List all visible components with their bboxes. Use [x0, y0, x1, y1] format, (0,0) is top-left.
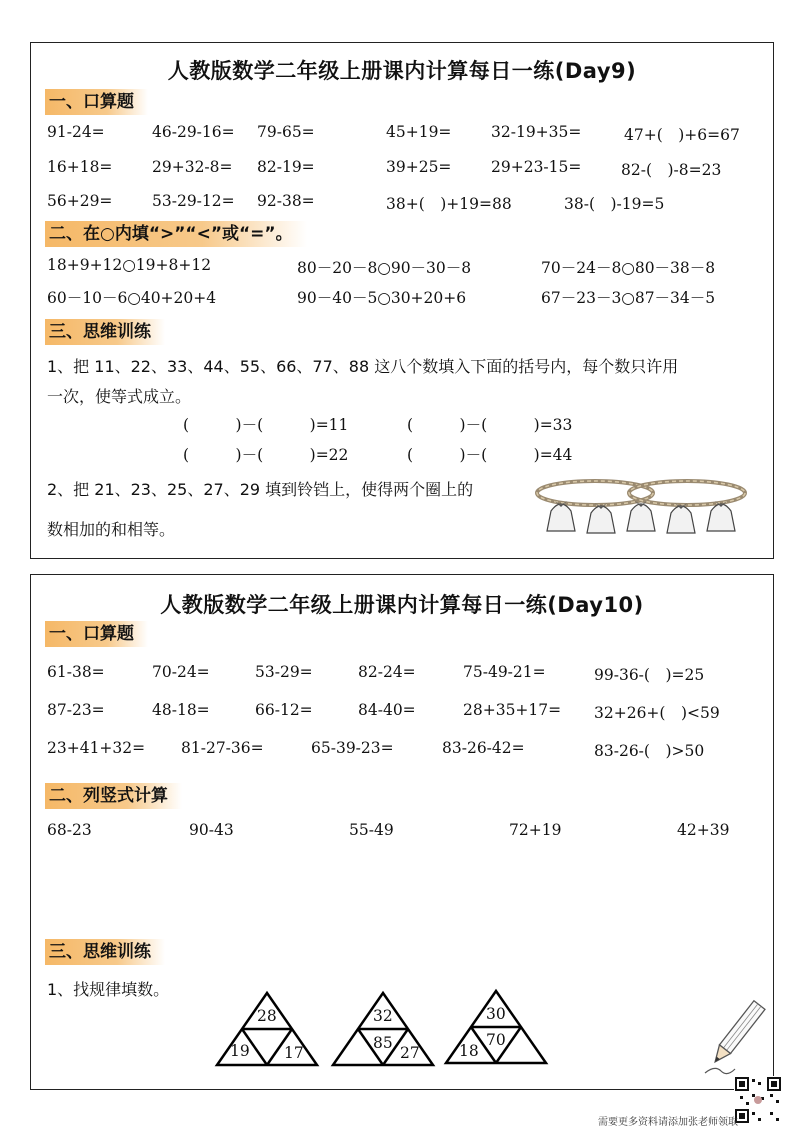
vertical-calc-problem: 55-49: [349, 821, 394, 839]
oral-problem: 28+35+17=: [463, 701, 562, 719]
triangle-left-number: 19: [230, 1042, 250, 1060]
section-heading: 三、思维训练: [45, 319, 165, 345]
triangle-middle-number: 85: [373, 1034, 393, 1052]
question-text: 一次，使等式成立。: [47, 387, 192, 406]
oral-problem: 99-36-( )=25: [594, 666, 705, 684]
oral-problem: 38-( )-19=5: [564, 195, 665, 213]
oral-problem: 92-38=: [257, 192, 315, 210]
triangle-top-number: 30: [486, 1005, 506, 1023]
worksheet-title: 人教版数学二年级上册课内计算每日一练(Day9): [167, 59, 637, 83]
oral-problem: 65-39-23=: [311, 739, 394, 757]
vertical-calc-problem: 42+39: [677, 821, 730, 839]
section-heading: 一、口算题: [45, 621, 148, 647]
oral-problem: 29+32-8=: [152, 158, 233, 176]
section-heading: 二、列竖式计算: [45, 783, 182, 809]
oral-problem: 82-24=: [358, 663, 416, 681]
oral-problem: 23+41+32=: [47, 739, 146, 757]
equation-blank: ( )－( )=11: [183, 416, 349, 434]
oral-problem: 47+( )+6=67: [624, 126, 740, 144]
question-text: 1、把 11、22、33、44、55、66、77、88 这八个数填入下面的括号内，每个数只许用: [47, 357, 679, 376]
oral-problem: 61-38=: [47, 663, 105, 681]
oral-problem: 29+23-15=: [491, 158, 582, 176]
oral-problem: 46-29-16=: [152, 123, 235, 141]
compare-problem: 80－20－8○90－30－8: [297, 259, 472, 277]
equation-blank: ( )－( )=33: [407, 416, 573, 434]
triangle-right-number: 27: [400, 1044, 420, 1062]
equation-blank: ( )－( )=22: [183, 446, 349, 464]
oral-problem: 79-65=: [257, 123, 315, 141]
oral-problem: 82-( )-8=23: [621, 161, 722, 179]
worksheet-title: 人教版数学二年级上册课内计算每日一练(Day10): [160, 593, 644, 617]
pencil-icon: [699, 995, 771, 1081]
number-triangle: [329, 989, 437, 1069]
oral-problem: 53-29=: [255, 663, 313, 681]
triangle-left-number: 18: [459, 1042, 479, 1060]
triangle-top-number: 28: [257, 1007, 277, 1025]
compare-problem: 60－10－6○40+20+4: [47, 289, 217, 307]
oral-problem: 87-23=: [47, 701, 105, 719]
vertical-calc-problem: 90-43: [189, 821, 234, 839]
triangle-top-number: 32: [373, 1007, 393, 1025]
oral-problem: 83-26-( )>50: [594, 742, 705, 760]
vertical-calc-problem: 72+19: [509, 821, 562, 839]
section-heading: 三、思维训练: [45, 939, 165, 965]
question-text: 2、把 21、23、25、27、29 填到铃铛上，使得两个圈上的: [47, 480, 474, 499]
triangle-middle-number: 70: [486, 1031, 506, 1049]
section-heading: 一、口算题: [45, 89, 148, 115]
oral-problem: 82-19=: [257, 158, 315, 176]
compare-problem: 90－40－5○30+20+6: [297, 289, 467, 307]
compare-problem: 67－23－3○87－34－5: [541, 289, 716, 307]
oral-problem: 91-24=: [47, 123, 105, 141]
oral-problem: 66-12=: [255, 701, 313, 719]
worksheet-day9: [30, 42, 774, 559]
section-heading: 二、在○内填“>”“<”或“=”。: [45, 221, 307, 247]
bells-ring-illustration: [531, 471, 749, 549]
footer-note: 需要更多资料请添加张老师领取: [598, 1117, 738, 1128]
oral-problem: 45+19=: [386, 123, 452, 141]
oral-problem: 38+( )+19=88: [386, 195, 512, 213]
oral-problem: 53-29-12=: [152, 192, 235, 210]
oral-problem: 81-27-36=: [181, 739, 264, 757]
oral-problem: 39+25=: [386, 158, 452, 176]
oral-problem: 32+26+( )<59: [594, 704, 720, 722]
oral-problem: 56+29=: [47, 192, 113, 210]
oral-problem: 32-19+35=: [491, 123, 582, 141]
vertical-calc-problem: 68-23: [47, 821, 92, 839]
oral-problem: 75-49-21=: [463, 663, 546, 681]
question-text: 数相加的和相等。: [47, 520, 176, 539]
triangle-right-number: 17: [284, 1044, 304, 1062]
equation-blank: ( )－( )=44: [407, 446, 573, 464]
compare-problem: 18+9+12○19+8+12: [47, 256, 212, 274]
oral-problem: 16+18=: [47, 158, 113, 176]
qr-code-icon: [734, 1076, 782, 1124]
worksheet-day10: [30, 574, 774, 1090]
oral-problem: 84-40=: [358, 701, 416, 719]
compare-problem: 70－24－8○80－38－8: [541, 259, 716, 277]
question-text: 1、找规律填数。: [47, 980, 170, 999]
oral-problem: 83-26-42=: [442, 739, 525, 757]
oral-problem: 48-18=: [152, 701, 210, 719]
oral-problem: 70-24=: [152, 663, 210, 681]
